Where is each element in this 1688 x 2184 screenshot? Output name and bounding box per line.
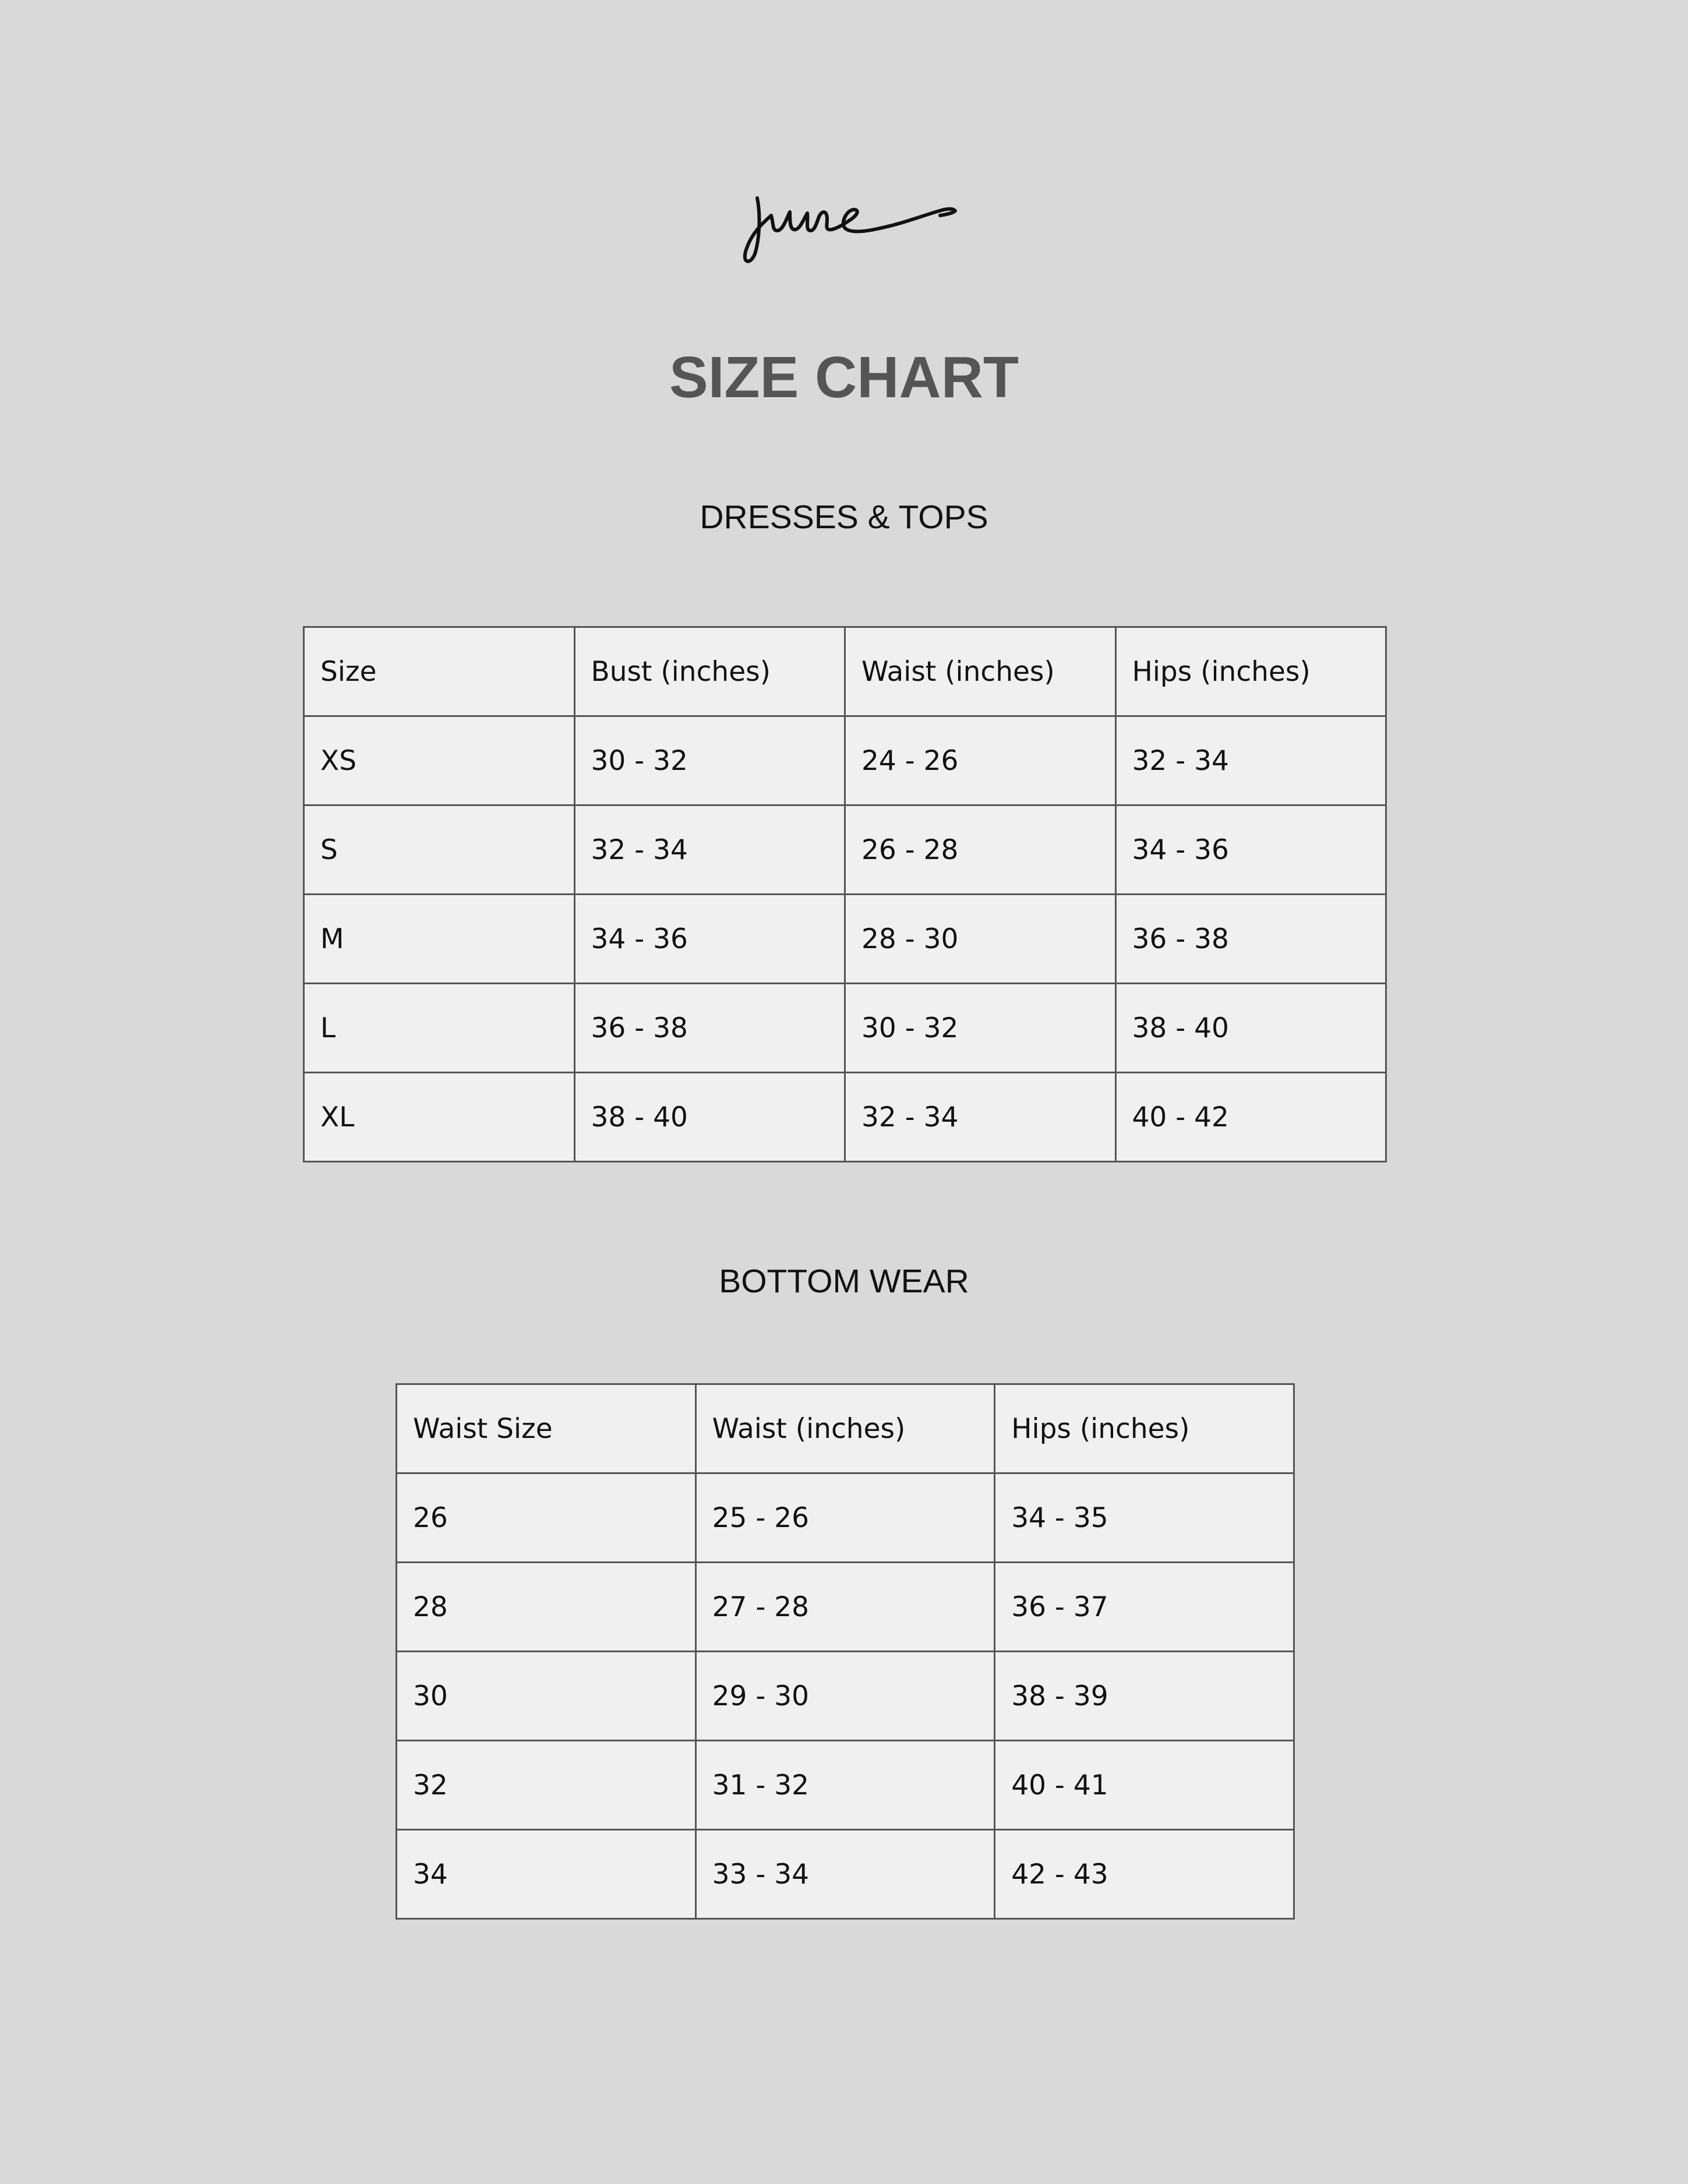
- section-title-bottom-wear: BOTTOM WEAR: [719, 1263, 969, 1300]
- column-header: Hips (inches): [1115, 627, 1386, 716]
- table-header-row: [397, 1384, 1294, 1473]
- table-cell: 32: [397, 1741, 696, 1830]
- column-header: Waist (inches): [695, 1384, 995, 1473]
- bottom-wear-size-table: [395, 1383, 1295, 1920]
- table-cell: 42 - 43: [995, 1830, 1294, 1919]
- table-cell: 30 - 32: [845, 984, 1116, 1073]
- table-cell: 26 - 28: [845, 805, 1116, 895]
- table-cell: 38 - 39: [995, 1652, 1294, 1741]
- table-cell: 28: [397, 1563, 696, 1652]
- table-row: [397, 1741, 1294, 1830]
- table-cell: 40 - 42: [1115, 1073, 1386, 1162]
- table-cell: 36 - 37: [995, 1563, 1294, 1652]
- table-row: [304, 895, 1386, 984]
- column-header: Waist (inches): [845, 627, 1116, 716]
- table-cell: 27 - 28: [695, 1563, 995, 1652]
- dresses-tops-size-table: [303, 626, 1387, 1162]
- table-cell: XL: [304, 1073, 575, 1162]
- june-signature-logo: [740, 175, 961, 268]
- table-cell: 34: [397, 1830, 696, 1919]
- column-header: Size: [304, 627, 575, 716]
- table-cell: 34 - 35: [995, 1473, 1294, 1563]
- table-cell: 26: [397, 1473, 696, 1563]
- table-row: [304, 984, 1386, 1073]
- table-row: [397, 1473, 1294, 1563]
- page-title: SIZE CHART: [669, 345, 1019, 410]
- table-cell: 33 - 34: [695, 1830, 995, 1919]
- table-row: [304, 716, 1386, 805]
- table-cell: 32 - 34: [574, 805, 845, 895]
- table-cell: M: [304, 895, 575, 984]
- column-header: Hips (inches): [995, 1384, 1294, 1473]
- table-cell: 25 - 26: [695, 1473, 995, 1563]
- table-cell: 34 - 36: [1115, 805, 1386, 895]
- table-cell: 40 - 41: [995, 1741, 1294, 1830]
- table-cell: 32 - 34: [845, 1073, 1116, 1162]
- section-title-dresses-tops: DRESSES & TOPS: [700, 499, 988, 536]
- table-cell: L: [304, 984, 575, 1073]
- table-cell: 38 - 40: [574, 1073, 845, 1162]
- column-header: Waist Size: [397, 1384, 696, 1473]
- table-row: [397, 1830, 1294, 1919]
- table-cell: 38 - 40: [1115, 984, 1386, 1073]
- table-cell: 36 - 38: [1115, 895, 1386, 984]
- table-row: [304, 1073, 1386, 1162]
- table-cell: 28 - 30: [845, 895, 1116, 984]
- table-cell: 30: [397, 1652, 696, 1741]
- table-cell: 34 - 36: [574, 895, 845, 984]
- table-row: [304, 805, 1386, 895]
- column-header: Bust (inches): [574, 627, 845, 716]
- table-row: [397, 1563, 1294, 1652]
- table-cell: 36 - 38: [574, 984, 845, 1073]
- brand-logo: [740, 175, 961, 268]
- table-header-row: [304, 627, 1386, 716]
- table-cell: S: [304, 805, 575, 895]
- table-cell: XS: [304, 716, 575, 805]
- table-cell: 29 - 30: [695, 1652, 995, 1741]
- table-cell: 30 - 32: [574, 716, 845, 805]
- table-cell: 31 - 32: [695, 1741, 995, 1830]
- table-cell: 24 - 26: [845, 716, 1116, 805]
- table-cell: 32 - 34: [1115, 716, 1386, 805]
- table-row: [397, 1652, 1294, 1741]
